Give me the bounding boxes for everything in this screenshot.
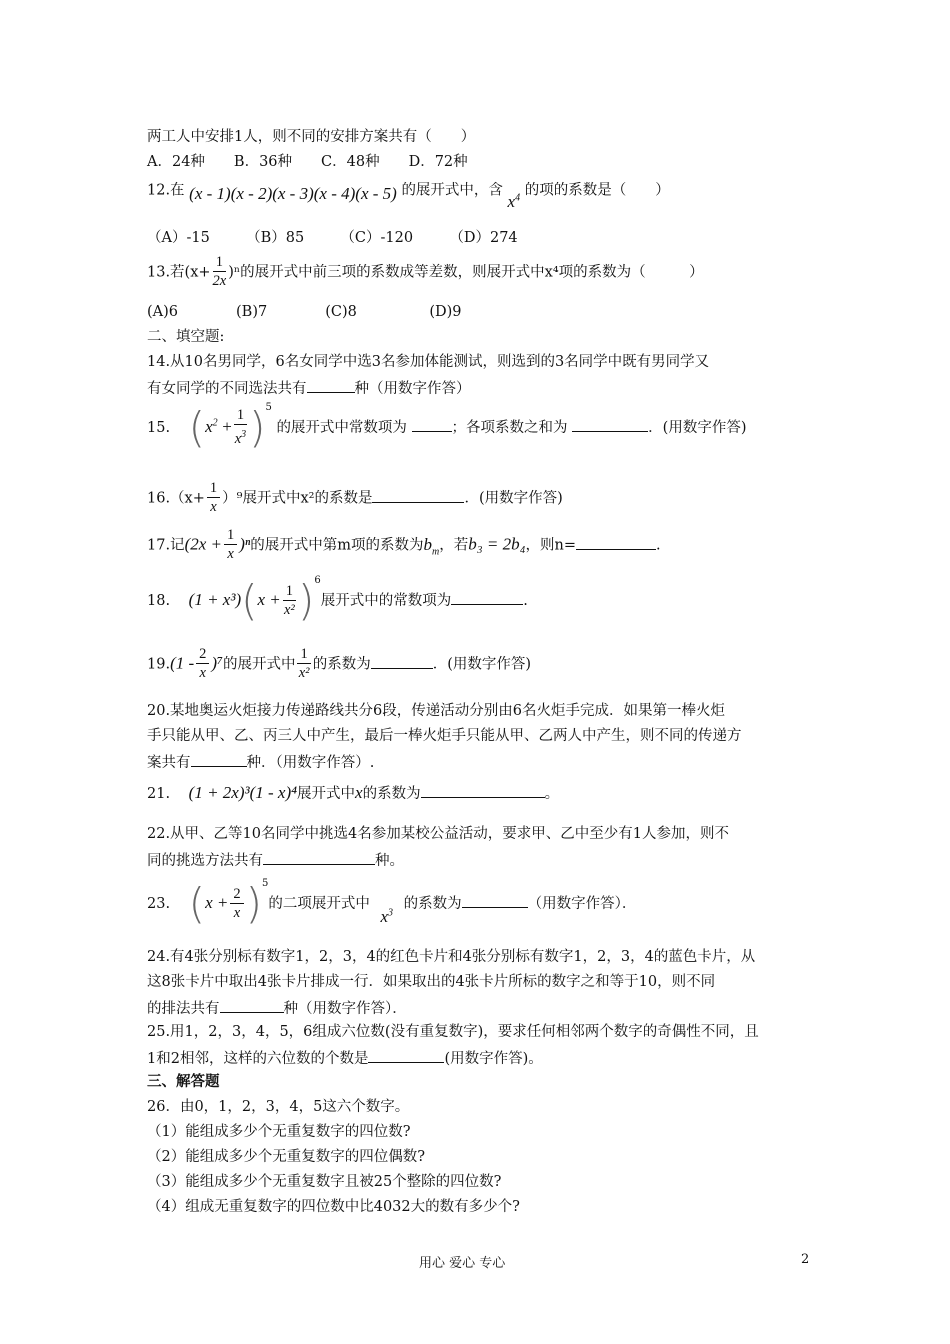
q20-line-3: 案共有 种．（用数字作答）.	[147, 752, 374, 772]
q15-text-2: ；各项系数之和为	[451, 420, 568, 436]
question-21: 21. (1 + 2x)³(1 - x)⁴展开式中x的系数为 。	[147, 783, 560, 802]
q23-power: 5	[261, 878, 269, 890]
q21-x: x	[355, 783, 363, 802]
q20-blank[interactable]	[191, 752, 247, 767]
q26-part-2: （2）能组成多少个无重复数字的四位偶数?	[147, 1149, 425, 1165]
q23-x: x +	[205, 893, 229, 912]
q22-line-2: 同的挑选方法共有 种。	[147, 850, 404, 870]
q17-expr: (2x +	[184, 534, 222, 554]
q18-x: x +	[257, 590, 281, 609]
q18-open-bracket: (	[241, 576, 258, 625]
q13-post: )ⁿ的展开式中前三项的系数成等差数，则展开式中x⁴项的系数为（ ）	[228, 264, 704, 281]
footer-text: 用心 爱心 专心	[419, 1256, 506, 1271]
q19-expr: (1 -	[170, 653, 195, 673]
q15-power: 5	[265, 402, 272, 414]
q23-blank[interactable]	[462, 893, 528, 908]
section-3-title: 三、解答题	[147, 1073, 220, 1090]
q23-fraction: $\frac{2}{x}$	[230, 886, 243, 923]
q14-line-2: 有女同学的不同选法共有 种（用数字作答）	[147, 378, 471, 398]
q25-line-1: 25.用1，2，3，4，5，6组成六位数(没有重复数字)，要求任何相邻两个数字的奇偶性不同，且	[147, 1024, 759, 1040]
line-1: 两工人中安排1人，则不同的安排方案共有（ ）	[147, 129, 476, 145]
q24-line-3: 的排法共有 种（用数字作答）．	[147, 998, 407, 1018]
q24-line-1: 24.有4张分别标有数字1，2，3，4的红色卡片和4张分别标有数字1，2，3，4的蓝色卡片，从	[147, 949, 756, 965]
q26-stem: 26．由0，1，2，3，4，5这六个数字。	[147, 1099, 410, 1115]
q13-fraction: $\frac{1}{2x}$	[212, 254, 227, 289]
q15-blank-1[interactable]	[412, 417, 452, 432]
q19-blank[interactable]	[371, 654, 433, 669]
q25-line-2: 1和2相邻，这样的六位数的个数是 (用数字作答)。	[147, 1048, 543, 1068]
question-23: 23. (x + $\frac{2}{x}$ )$^5$的二项展开式中 $x^3$ 的系数为 （用数字作答）．	[147, 878, 637, 928]
q20-line-2: 手只能从甲、乙、丙三人中产生，最后一棒火炬手只能从甲、乙两人中产生，则不同的传递方	[147, 728, 742, 744]
q19-fraction: $\frac{2}{x}$	[196, 646, 209, 683]
line-2-options: A．24种 B．36种 C．48种 D．72种	[147, 154, 468, 170]
q23-var: $x^3$	[380, 907, 394, 926]
q20-line-1: 20.某地奥运火炬接力传递路线共分6段，传递活动分别由6名火炬手完成．如果第一棒火炬	[147, 703, 726, 719]
q15-text-1: 的展开式中常数项为	[276, 420, 407, 436]
q26-part-4: （4）组成无重复数字的四位数中比4032大的数有多少个?	[147, 1199, 520, 1215]
q19-close: )⁷	[211, 653, 223, 673]
q18-power: 6	[314, 575, 321, 587]
q18-blank[interactable]	[451, 590, 523, 605]
question-15	[147, 402, 747, 452]
q15-close-bracket: )	[249, 403, 266, 452]
q22-line-1: 22.从甲、乙等10名同学中挑选4名参加某校公益活动，要求甲、乙中至少有1人参加，则不	[147, 826, 729, 842]
q16-blank[interactable]	[372, 488, 464, 503]
q26-part-1: （1）能组成多少个无重复数字的四位数?	[147, 1124, 411, 1140]
q14-blank[interactable]	[307, 378, 355, 393]
q18-fraction: $\frac{1}{\text{x²}}$	[284, 582, 295, 618]
q18-expr: (1 + x³)	[188, 590, 242, 609]
q17-condition: b₃ = 2b₄	[468, 534, 526, 554]
q17-bm: $b_m$	[423, 534, 440, 557]
page-number: 2	[801, 1252, 810, 1267]
q15-open-bracket: (	[188, 403, 206, 452]
q12-expression: (x - 1)(x - 2)(x - 3)(x - 4)(x - 5)	[189, 183, 397, 203]
q13-pre: 13.若(x+	[147, 264, 211, 281]
q17-blank[interactable]	[576, 535, 656, 550]
q22-blank[interactable]	[263, 850, 375, 865]
question-19: 19.(1 - $\frac{2}{x}$ )⁷的展开式中 $\frac{1}{\text{x²}}$ 的系数为 ．(用数字作答)	[147, 646, 532, 681]
q12-var: $x^4$	[507, 191, 521, 211]
q12-label: 12.在	[147, 182, 185, 199]
q16-fraction: $\frac{1}{x}$	[207, 480, 220, 517]
question-17: 17.记(2x + $\frac{1}{x}$ )ⁿ的展开式中第m项的系数为$b_m$，若b₃ = 2b₄，则n= .	[147, 527, 661, 562]
q19-fraction-2: $\frac{1}{\text{x²}}$	[298, 646, 310, 681]
q12-text: 的展开式中，含	[401, 182, 503, 199]
q12-text-end: 的项的系数是（ ）	[524, 182, 670, 199]
q21-blank[interactable]	[421, 783, 545, 798]
q14-line-1: 14.从10名男同学，6名女同学中选3名参加体能测试，则选到的3名同学中既有男同学又	[147, 354, 710, 370]
q21-expr: (1 + 2x)³(1 - x)⁴	[188, 783, 298, 802]
section-2-title: 二、填空题:	[147, 329, 225, 345]
q15-text-3: ．(用数字作答)	[648, 420, 747, 436]
q15-fraction: $\frac{1}{x^3}$	[234, 407, 247, 447]
question-12	[147, 177, 670, 211]
q24-blank[interactable]	[220, 998, 284, 1013]
q24-line-2: 这8张卡片中取出4张卡片排成一行．如果取出的4张卡片所标的数字之和等于10，则不同	[147, 974, 716, 990]
q12-options: （A）-15 （B）85 （C）-120 （D）274	[147, 230, 518, 246]
q23-close-bracket: )	[245, 879, 262, 928]
q13-options: (A)6 (B)7 (C)8 (D)9	[147, 304, 462, 320]
question-16: 16.（x+ $\frac{1}{x}$ ）⁹展开式中x²的系数是 ．(用数字作答)	[147, 480, 563, 515]
q15-blank-2[interactable]	[572, 417, 648, 432]
q23-open-bracket: (	[188, 879, 206, 928]
q15-plus: +	[222, 417, 232, 436]
q26-part-3: （3）能组成多少个无重复数字且被25个整除的四位数?	[147, 1174, 502, 1190]
q15-base: $x^2$	[205, 417, 218, 436]
q18-close-bracket: )	[298, 576, 315, 625]
q25-blank[interactable]	[368, 1048, 444, 1063]
question-18: 18. (1 + x³)(x + $\frac{1}{\text{x²}}$ )$^6$展开式中的常数项为 .	[147, 575, 528, 625]
q17-close: )ⁿ	[239, 534, 251, 554]
question-13	[147, 254, 704, 291]
q17-fraction: $\frac{1}{x}$	[224, 527, 237, 564]
q15-label: 15.	[147, 420, 171, 436]
